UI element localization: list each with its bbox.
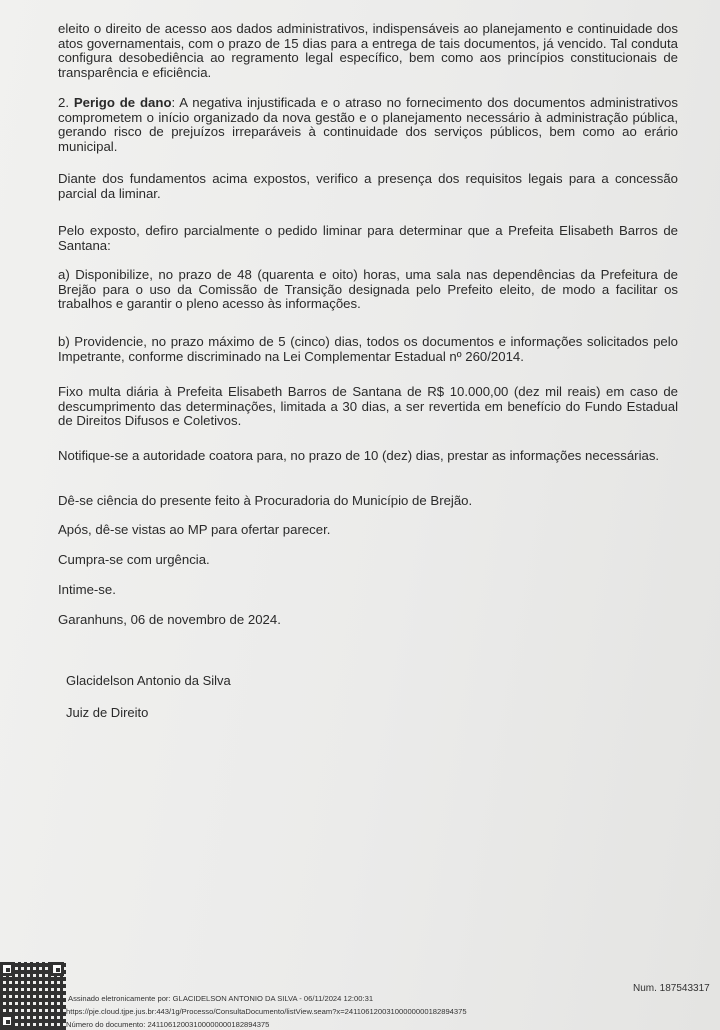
document-url: https://pje.cloud.tjpe.jus.br:443/1g/Processo/ConsultaDocumento/listView.seam?x=24110612003100000000182894375 xyxy=(66,1007,467,1016)
paragraph-order-b: b) Providencie, no prazo máximo de 5 (cinco) dias, todos os documentos e informações solicitados pelo Impetrante, conforme discriminado na Lei Complementar Estadual nº 260/2014. xyxy=(58,334,678,364)
paragraph-perigo-de-dano xyxy=(58,96,678,154)
paragraph-notify: Notifique-se a autoridade coatora para, no prazo de 10 (dez) dias, prestar as informações necessárias. xyxy=(58,448,660,463)
item-heading: Perigo de dano xyxy=(73,95,172,110)
num-label: Num. 187543317 xyxy=(633,983,710,994)
paragraph-fine: Fixo multa diária à Prefeita Elisabeth Barros de Santana de R$ 10.000,00 (dez mil reais) em caso de descumprimento das determinações, limitada a 30 dias, a ser revertida em benefício do Fundo Estadual de Direitos Difusos e Coletivos. xyxy=(58,384,678,429)
document-number: Número do documento: 24110612003100000000182894375 xyxy=(66,1020,270,1029)
paragraph-decision: Pelo exposto, defiro parcialmente o pedido liminar para determinar que a Prefeita Elisabeth Barros de Santana: xyxy=(58,223,678,253)
paragraph-order-a: a) Disponibilize, no prazo de 48 (quarenta e oito) horas, uma sala nas dependências da Prefeitura de Brejão para o uso da Comissão de Transição designada pelo Prefeito eleito, de modo a facilitar os trabalhos e garantir o pleno acesso às informações. xyxy=(58,267,678,312)
item-number: 2. xyxy=(58,95,69,110)
paragraph-mp: Após, dê-se vistas ao MP para ofertar parecer. xyxy=(58,522,331,537)
signer-name: Glacidelson Antonio da Silva xyxy=(66,673,231,688)
paragraph-procuradoria: Dê-se ciência do presente feito à Procuradoria do Município de Brejão. xyxy=(58,493,473,508)
paragraph-conclusion: Diante dos fundamentos acima expostos, verifico a presença dos requisitos legais para a concessão parcial da liminar. xyxy=(58,171,678,201)
item-text: : A negativa injustificada e o atraso no fornecimento dos documentos administrativos comprometem o início organizado da nova gestão e o planejamento necessário à administração pública, gerando risco de prejuízos irreparáveis à continuidade dos serviços públicos, bem como ao erário municipal. xyxy=(58,95,678,154)
date-line: Garanhuns, 06 de novembro de 2024. xyxy=(58,612,281,627)
qr-code-icon xyxy=(0,962,66,1030)
paragraph-intime: Intime-se. xyxy=(58,582,116,597)
paragraph-urgencia: Cumpra-se com urgência. xyxy=(58,552,210,567)
signer-title: Juiz de Direito xyxy=(66,705,149,720)
paragraph-continuation: eleito o direito de acesso aos dados administrativos, indispensáveis ao planejamento e continuidade dos atos governamentais, com o prazo de 15 dias para a entrega de tais documentos, já vencido. Tal conduta configura desobediência ao regramento legal específico, bem como aos princípios constitucionais de transparência e eficiência. xyxy=(58,21,678,80)
signed-electronically-line: Assinado eletronicamente por: GLACIDELSON ANTONIO DA SILVA - 06/11/2024 12:00:31 xyxy=(68,994,374,1003)
